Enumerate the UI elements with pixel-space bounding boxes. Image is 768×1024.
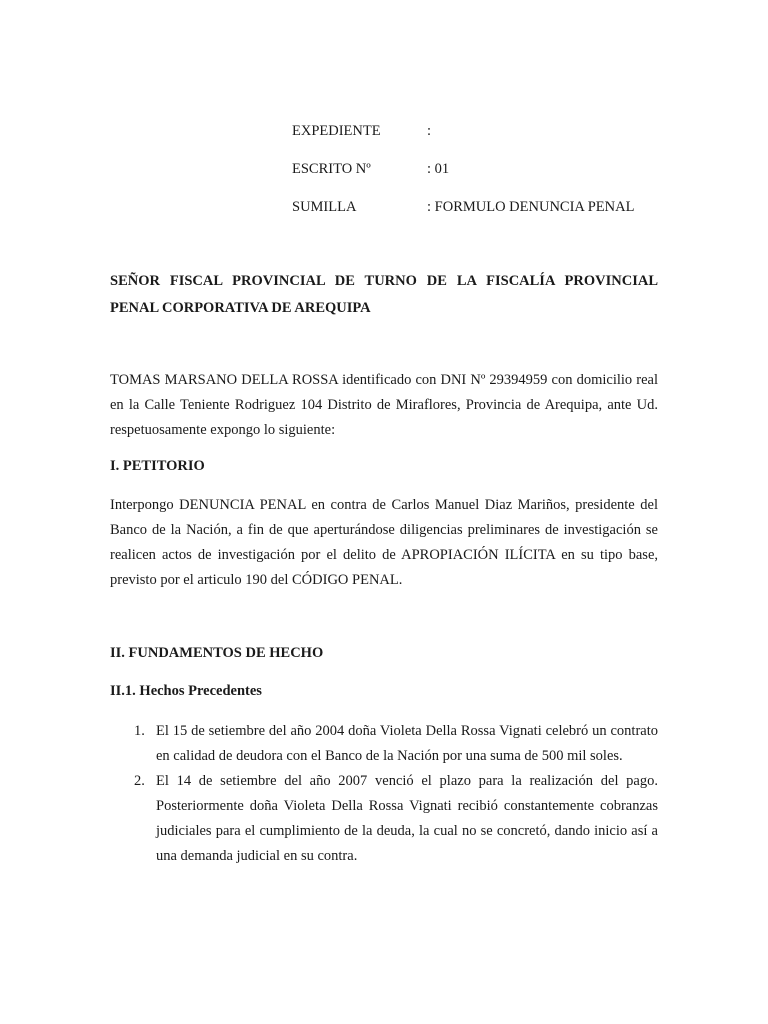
hechos-precedentes-subheading: II.1. Hechos Precedentes — [110, 683, 262, 699]
petitorio-heading: I. PETITORIO — [110, 458, 205, 474]
escrito-label: ESCRITO Nº — [292, 161, 371, 177]
list-item-number: 1. — [134, 723, 145, 739]
expediente-label: EXPEDIENTE — [292, 123, 381, 139]
expediente-row — [292, 120, 692, 158]
escrito-row — [292, 158, 692, 196]
sumilla-value: : FORMULO DENUNCIA PENAL — [427, 199, 635, 215]
expediente-value: : — [427, 123, 432, 139]
list-item — [110, 769, 658, 869]
case-header — [292, 120, 692, 234]
intro-paragraph: TOMAS MARSANO DELLA ROSSA identificado con DNI Nº 29394959 con domicilio real en la Calle Teniente Rodriguez 104 Distrito de Miraflores, Provincia de Arequipa, ante Ud. respetuosamente expongo lo siguiente: — [110, 372, 658, 438]
petitorio-paragraph: Interpongo DENUNCIA PENAL en contra de Carlos Manuel Diaz Mariños, presidente del Banco de la Nación, a fin de que aperturándose diligencias preliminares de investigación se realicen actos de investigación por el delito de APROPIACIÓN ILÍCITA en su tipo base, previsto por el articulo 190 del CÓDIGO PENAL. — [110, 497, 658, 588]
sumilla-label: SUMILLA — [292, 199, 357, 215]
escrito-value: : 01 — [427, 161, 450, 177]
list-item-text: El 15 de setiembre del año 2004 doña Violeta Della Rossa Vignati celebró un contrato en calidad de deudora con el Banco de la Nación por una suma de 500 mil soles. — [156, 723, 658, 764]
list-item-text: El 14 de setiembre del año 2007 venció el plazo para la realización del pago. Posteriormente doña Violeta Della Rossa Vignati recibió constantemente cobranzas judiciales para el cumplimiento de la deuda, la cual no se concretó, dando inicio así a una demanda judicial en su contra. — [156, 773, 658, 864]
addressee-heading: SEÑOR FISCAL PROVINCIAL DE TURNO DE LA FISCALÍA PROVINCIAL PENAL CORPORATIVA DE AREQUIPA — [110, 273, 658, 316]
sumilla-row — [292, 196, 692, 234]
list-item — [110, 719, 658, 769]
fundamentos-heading: II. FUNDAMENTOS DE HECHO — [110, 645, 324, 661]
facts-list — [110, 719, 658, 869]
list-item-number: 2. — [134, 773, 145, 789]
